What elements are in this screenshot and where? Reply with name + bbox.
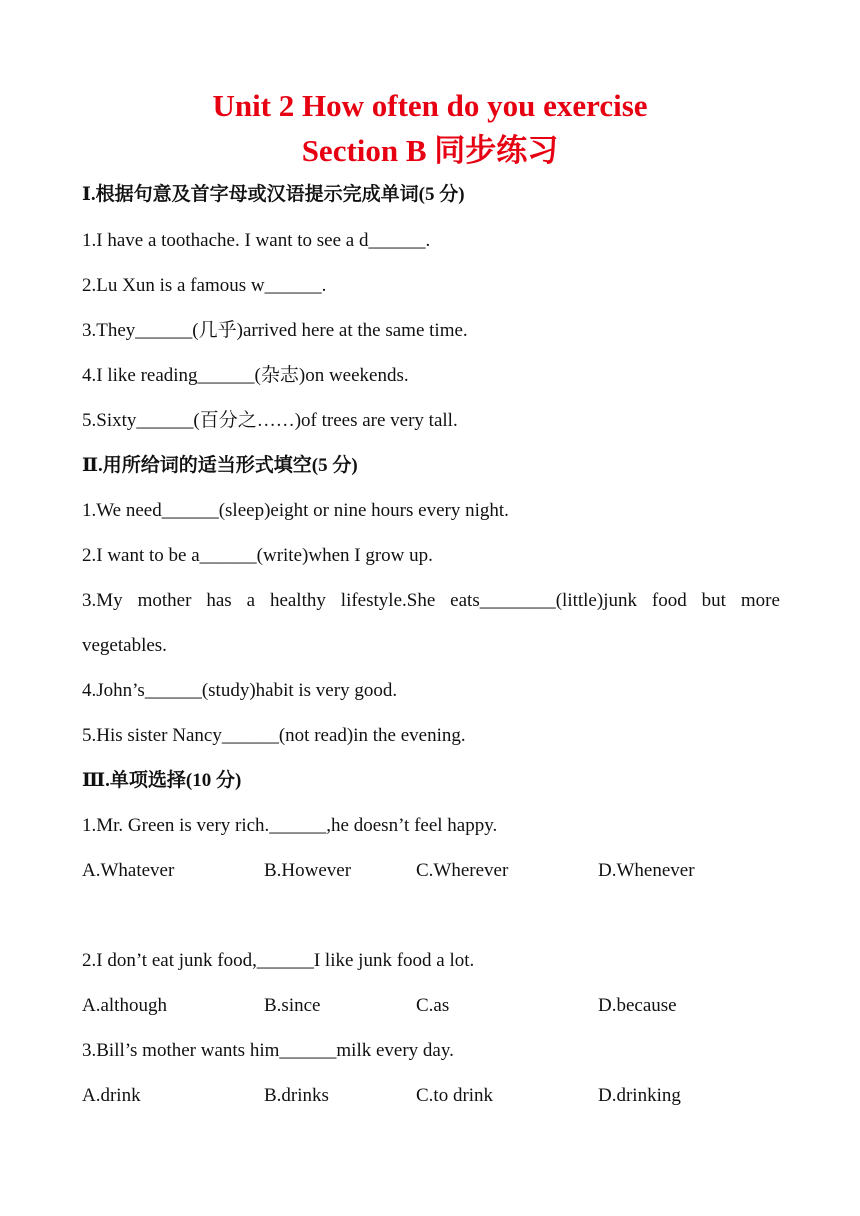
question-2-3-word: has bbox=[206, 590, 232, 611]
section-heading-3: Ⅲ.单项选择(10 分) bbox=[82, 770, 242, 791]
question-3-1-option-a: A.Whatever bbox=[82, 860, 175, 881]
question-2-3-word: mother bbox=[137, 590, 192, 611]
question-2-3-word: a bbox=[246, 590, 256, 611]
question-2-5: 5.His sister Nancy______(not read)in the evening. bbox=[82, 725, 466, 746]
question-3-1-option-b: B.However bbox=[264, 860, 352, 881]
question-3-3-option-b: B.drinks bbox=[264, 1085, 329, 1106]
question-2-3-word: healthy bbox=[269, 590, 326, 611]
question-3-1-option-d: D.Whenever bbox=[598, 860, 695, 881]
question-2-4: 4.John’s______(study)habit is very good. bbox=[82, 680, 398, 701]
question-2-3-continuation: vegetables. bbox=[82, 635, 167, 656]
question-2-3-word: food bbox=[651, 590, 687, 611]
question-3-2-option-a: A.although bbox=[82, 995, 167, 1016]
question-1-3: 3.They______(几乎)arrived here at the same time. bbox=[82, 320, 468, 341]
question-1-4: 4.I like reading______(杂志)on weekends. bbox=[82, 365, 409, 386]
question-3-2-option-c: C.as bbox=[416, 995, 450, 1016]
question-2-2: 2.I want to be a______(write)when I grow up. bbox=[82, 545, 433, 566]
question-3-3-option-d: D.drinking bbox=[598, 1085, 681, 1106]
question-2-3-word: eats________(little)junk bbox=[450, 590, 637, 611]
page-subtitle: Section B 同步练习 bbox=[301, 133, 559, 168]
question-2-3-word: lifestyle.She bbox=[340, 590, 436, 611]
question-2-1: 1.We need______(sleep)eight or nine hours every night. bbox=[82, 500, 509, 521]
question-3-2-option-d: D.because bbox=[598, 995, 677, 1016]
question-3-2-stem: 2.I don’t eat junk food,______I like junk food a lot. bbox=[82, 950, 475, 971]
question-3-2-option-b: B.since bbox=[264, 995, 321, 1016]
question-3-3-stem: 3.Bill’s mother wants him______milk every day. bbox=[82, 1040, 454, 1061]
question-2-3-word: but bbox=[701, 590, 726, 611]
question-2-3-word: more bbox=[740, 590, 780, 611]
question-1-5: 5.Sixty______(百分之……)of trees are very tall. bbox=[82, 410, 458, 431]
question-3-1-option-c: C.Wherever bbox=[416, 860, 509, 881]
page-title: Unit 2 How often do you exercise bbox=[212, 88, 648, 123]
section-heading-1: Ⅰ.根据句意及首字母或汉语提示完成单词(5 分) bbox=[82, 184, 465, 205]
question-2-3-word: 3.My bbox=[82, 590, 123, 611]
question-2-3 bbox=[82, 589, 780, 613]
question-1-1: 1.I have a toothache. I want to see a d______. bbox=[82, 230, 431, 251]
question-1-2: 2.Lu Xun is a famous w______. bbox=[82, 275, 327, 296]
question-3-1-stem: 1.Mr. Green is very rich.______,he doesn’t feel happy. bbox=[82, 815, 498, 836]
section-heading-2: Ⅱ.用所给词的适当形式填空(5 分) bbox=[82, 455, 358, 476]
question-3-3-option-a: A.drink bbox=[82, 1085, 141, 1106]
question-3-3-option-c: C.to drink bbox=[416, 1085, 494, 1106]
